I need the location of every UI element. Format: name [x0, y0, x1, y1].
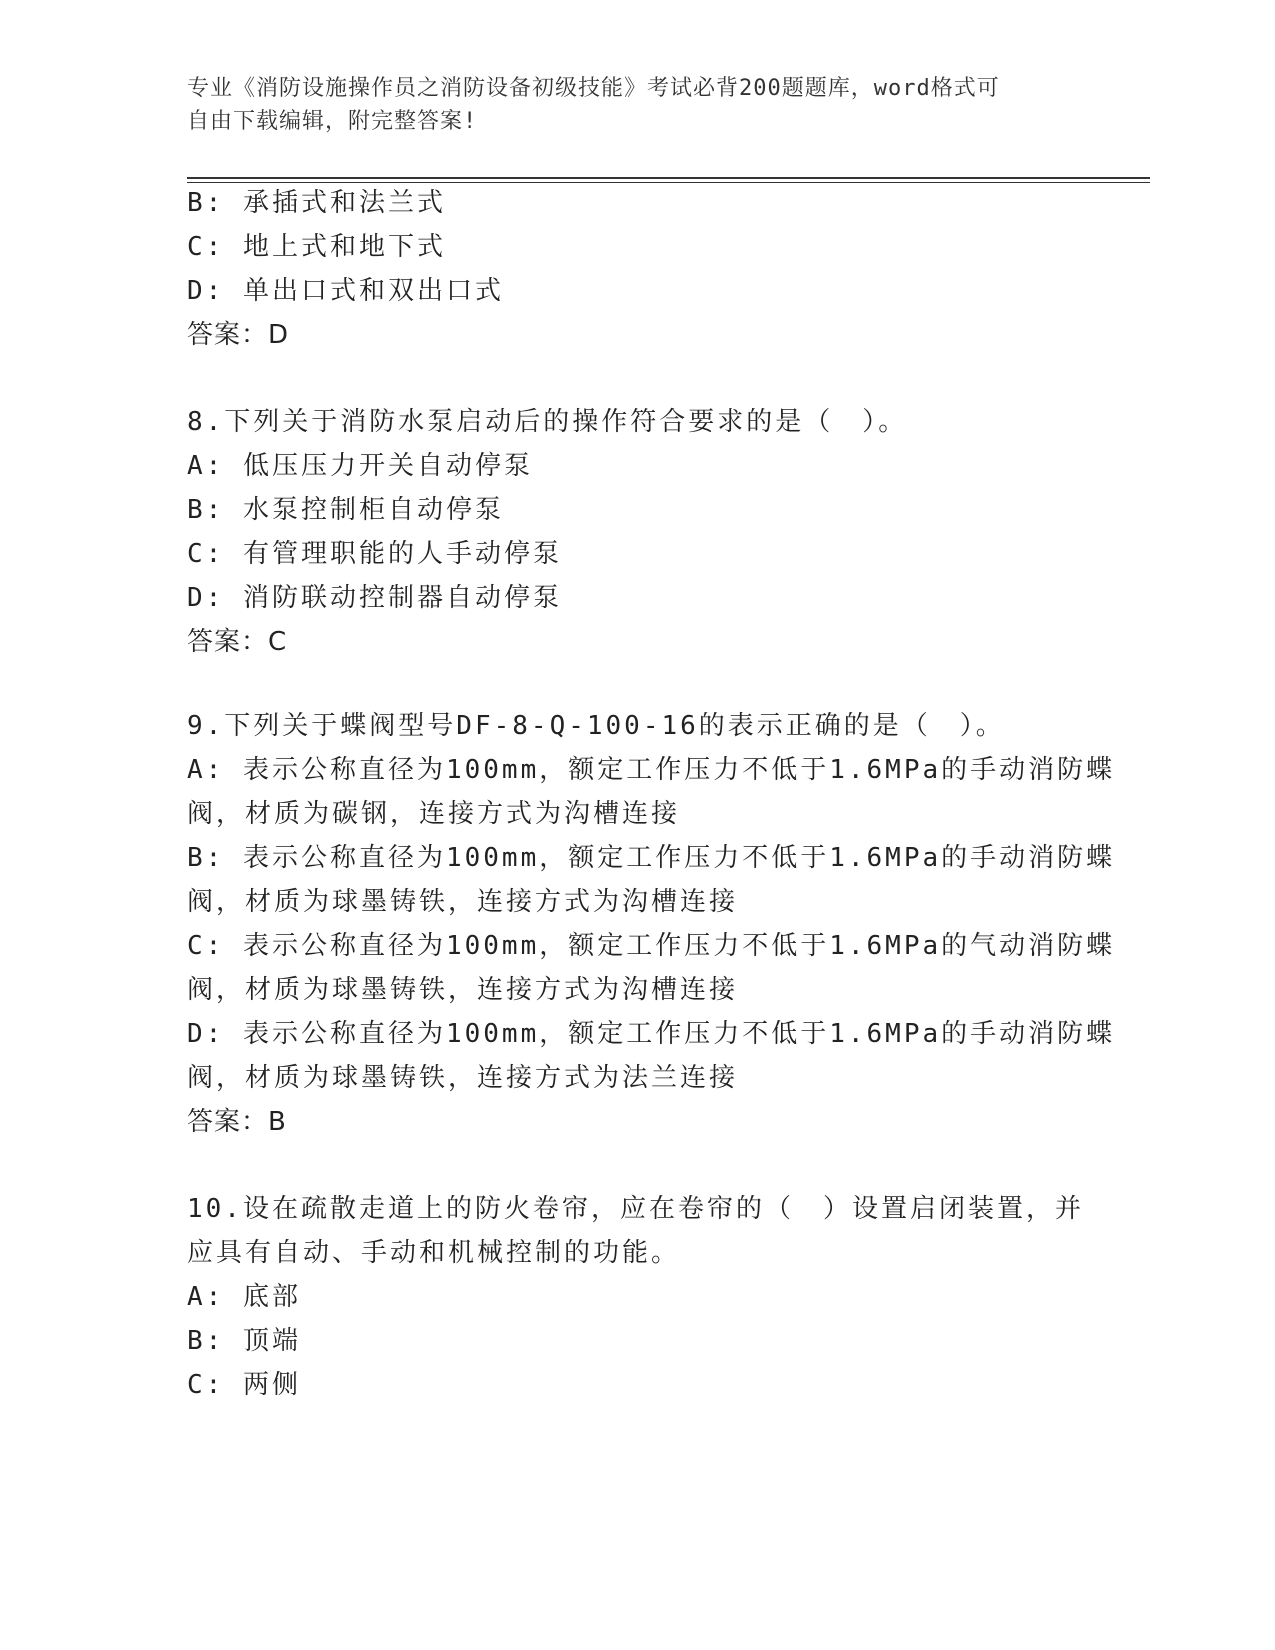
document-header: [187, 72, 1087, 138]
q10-stem-line-1: 10.设在疏散走道上的防火卷帘，应在卷帘的（ ）设置启闭装置，并: [187, 1194, 1084, 1224]
q9-option-b-line-1: B: 表示公称直径为100mm，额定工作压力不低于1.6MPa的手动消防蝶: [187, 843, 1116, 873]
q10-option-b: B: 顶端: [187, 1326, 301, 1356]
q10-option-c: C: 两侧: [187, 1370, 301, 1400]
q7-option-d: D: 单出口式和双出口式: [187, 276, 504, 306]
q7-option-c: C: 地上式和地下式: [187, 232, 446, 262]
q9-stem: 9.下列关于蝶阀型号DF-8-Q-100-16的表示正确的是（ ）。: [187, 711, 1005, 741]
header-divider-thick: [187, 177, 1150, 179]
q10-stem-line-2: 应具有自动、手动和机械控制的功能。: [187, 1238, 681, 1268]
q10-option-a: A: 底部: [187, 1282, 301, 1312]
header-line-2: 自由下载编辑，附完整答案!: [187, 109, 478, 134]
q7-answer: 答案：D: [187, 320, 290, 350]
q9-option-c-line-1: C: 表示公称直径为100mm，额定工作压力不低于1.6MPa的气动消防蝶: [187, 931, 1116, 961]
header-line-1: 专业《消防设施操作员之消防设备初级技能》考试必背200题题库，word格式可: [187, 76, 1000, 101]
q9-answer: 答案：B: [187, 1107, 287, 1137]
q9-option-d-line-1: D: 表示公称直径为100mm，额定工作压力不低于1.6MPa的手动消防蝶: [187, 1019, 1116, 1049]
q8-stem: 8.下列关于消防水泵启动后的操作符合要求的是（ ）。: [187, 407, 908, 437]
q9-option-d-line-2: 阀，材质为球墨铸铁，连接方式为法兰连接: [187, 1063, 739, 1093]
q9-option-c-line-2: 阀，材质为球墨铸铁，连接方式为沟槽连接: [187, 975, 739, 1005]
q9-option-a-line-1: A: 表示公称直径为100mm，额定工作压力不低于1.6MPa的手动消防蝶: [187, 755, 1116, 785]
q8-option-c: C: 有管理职能的人手动停泵: [187, 539, 562, 569]
q9-option-b-line-2: 阀，材质为球墨铸铁，连接方式为沟槽连接: [187, 887, 739, 917]
q8-option-b: B: 水泵控制柜自动停泵: [187, 495, 504, 525]
q9-option-a-line-2: 阀，材质为碳钢，连接方式为沟槽连接: [187, 799, 681, 829]
q7-option-b: B: 承插式和法兰式: [187, 188, 446, 218]
q8-option-d: D: 消防联动控制器自动停泵: [187, 583, 562, 613]
q8-answer: 答案：C: [187, 627, 288, 657]
q8-option-a: A: 低压压力开关自动停泵: [187, 451, 533, 481]
